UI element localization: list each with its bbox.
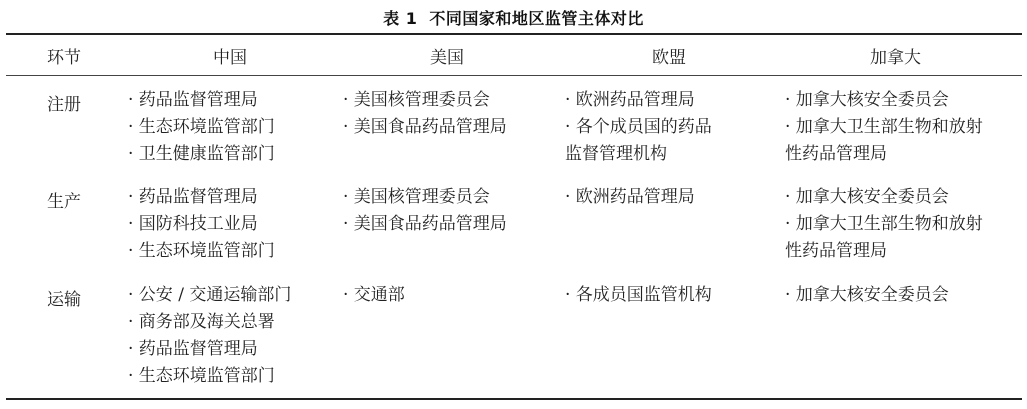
cell-register-china [128, 87, 275, 168]
cell-transport-eu [565, 282, 712, 309]
list-item: · 欧洲药品管理局 [565, 187, 695, 207]
list-item: 性药品管理局 [785, 144, 887, 164]
stage-production: 生产 [47, 192, 81, 212]
stage-transport: 运输 [47, 290, 81, 310]
list-item: · 加拿大核安全委员会 [785, 285, 949, 305]
list-item: · 生态环境监管部门 [128, 366, 275, 386]
list-item: 性药品管理局 [785, 241, 887, 261]
list-item: 监督管理机构 [565, 144, 667, 164]
list-item: · 欧洲药品管理局 [565, 90, 695, 110]
list-item: · 各个成员国的药品 [565, 117, 712, 137]
list-item: · 交通部 [343, 285, 405, 305]
table-bottom-rule [6, 398, 1022, 400]
header-canada: 加拿大 [870, 48, 921, 68]
cell-production-eu [565, 184, 695, 211]
cell-production-canada [785, 184, 983, 265]
table-header-rule [6, 75, 1022, 76]
list-item: · 商务部及海关总署 [128, 312, 275, 332]
cell-transport-usa [343, 282, 405, 309]
list-item: · 美国核管理委员会 [343, 90, 490, 110]
table-number: 表 1 [383, 9, 418, 28]
list-item: · 美国食品药品管理局 [343, 214, 507, 234]
table-top-rule [6, 33, 1022, 35]
header-stage: 环节 [47, 48, 81, 68]
list-item: · 加拿大卫生部生物和放射 [785, 117, 983, 137]
list-item: · 各成员国监管机构 [565, 285, 712, 305]
table-caption [0, 6, 1027, 29]
header-china: 中国 [213, 48, 247, 68]
stage-register: 注册 [47, 95, 81, 115]
cell-production-usa [343, 184, 507, 238]
list-item: · 卫生健康监管部门 [128, 144, 275, 164]
list-item: · 美国食品药品管理局 [343, 117, 507, 137]
list-item: · 国防科技工业局 [128, 214, 258, 234]
cell-transport-canada [785, 282, 949, 309]
header-usa: 美国 [430, 48, 464, 68]
table-title: 不同国家和地区监管主体对比 [429, 9, 644, 28]
list-item: · 生态环境监管部门 [128, 241, 275, 261]
list-item: · 生态环境监管部门 [128, 117, 275, 137]
list-item: · 药品监督管理局 [128, 187, 258, 207]
list-item: · 加拿大核安全委员会 [785, 90, 949, 110]
cell-register-canada [785, 87, 983, 168]
cell-transport-china [128, 282, 291, 390]
list-item: · 药品监督管理局 [128, 339, 258, 359]
list-item: · 公安 / 交通运输部门 [128, 285, 292, 305]
cell-register-eu [565, 87, 712, 168]
list-item: · 加拿大核安全委员会 [785, 187, 949, 207]
list-item: · 加拿大卫生部生物和放射 [785, 214, 983, 234]
cell-production-china [128, 184, 275, 265]
header-eu: 欧盟 [652, 48, 686, 68]
list-item: · 药品监督管理局 [128, 90, 258, 110]
list-item: · 美国核管理委员会 [343, 187, 490, 207]
cell-register-usa [343, 87, 507, 141]
